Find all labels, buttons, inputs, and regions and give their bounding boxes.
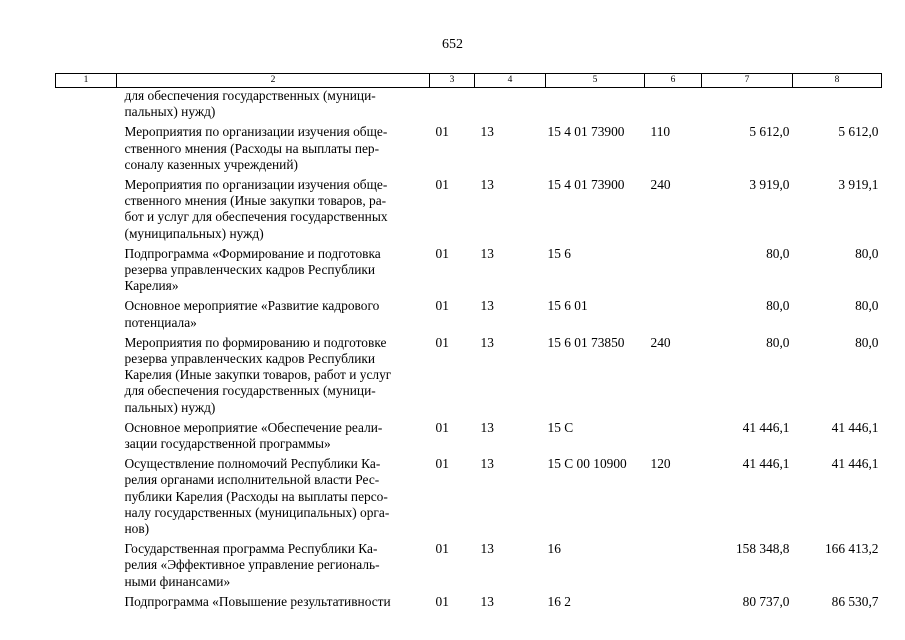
amount-year-1: 80,0 (766, 245, 790, 261)
amount-year-1: 5 612,0 (749, 124, 790, 140)
expense-type-code: 120 (650, 456, 671, 472)
page-number: 652 (442, 37, 463, 52)
item-name: Подпрограмма «Формирование и подготовка резерва управленческих кадров Республики Карелия» (124, 245, 381, 294)
expense-type-code (645, 242, 702, 295)
target-article-code: 16 2 (547, 593, 571, 609)
section-code: 01 (435, 124, 449, 140)
target-article-code: 15 6 01 73850 (547, 334, 625, 350)
target-article-code: 15 4 01 73900 (547, 177, 625, 193)
target-article-code (546, 88, 645, 121)
target-article-code: 15 С (547, 419, 574, 435)
subsection-code: 13 (480, 177, 494, 193)
column-header: 4 (475, 74, 546, 88)
table-row (56, 120, 882, 173)
column-header: 2 (117, 74, 430, 88)
column-header: 8 (793, 74, 882, 88)
section-code: 01 (435, 334, 449, 350)
table-row (56, 88, 882, 121)
empty-cell (56, 294, 117, 330)
budget-table (55, 73, 882, 610)
empty-cell (56, 590, 117, 610)
amount-year-1: 3 919,0 (749, 177, 790, 193)
table-body (56, 88, 882, 611)
item-name: Основное мероприятие «Развитие кадрового потенциала» (124, 298, 380, 330)
column-header: 7 (702, 74, 793, 88)
subsection-code: 13 (480, 419, 494, 435)
subsection-code: 13 (480, 593, 494, 609)
expense-type-code: 110 (650, 124, 671, 140)
expense-type-code (645, 416, 702, 452)
column-header: 3 (430, 74, 475, 88)
section-code: 01 (435, 593, 449, 609)
table-row (56, 173, 882, 242)
empty-cell (56, 242, 117, 295)
target-article-code: 16 (547, 541, 561, 557)
subsection-code: 13 (480, 124, 494, 140)
item-name: Основное мероприятие «Обеспечение реали- зации государственной программы» (124, 419, 383, 452)
section-code: 01 (435, 419, 449, 435)
subsection-code: 13 (480, 541, 494, 557)
item-name: Мероприятия по формированию и подготовке резерва управленческих кадров Республики Карелия (Иные закупки товаров, работ и услуг для обеспечения государственных (муници- пальных) нужд) (124, 334, 392, 415)
target-article-code: 15 4 01 73900 (547, 124, 625, 140)
section-code: 01 (435, 177, 449, 193)
expense-type-code (645, 294, 702, 330)
subsection-code: 13 (480, 245, 494, 261)
table-row (56, 452, 882, 537)
table-row (56, 590, 882, 610)
item-name: Государственная программа Республики Ка- релия «Эффективное управление региональ- ными финансами» (124, 541, 380, 589)
amount-year-2: 166 413,2 (824, 541, 879, 557)
amount-year-2: 5 612,0 (838, 124, 879, 140)
expense-type-code: 240 (650, 334, 671, 350)
section-code: 01 (435, 245, 449, 261)
table-row (56, 416, 882, 452)
column-header: 5 (546, 74, 645, 88)
expense-type-code (645, 537, 702, 590)
section-code: 01 (435, 298, 449, 314)
target-article-code: 15 С 00 10900 (547, 456, 627, 472)
amount-year-2: 41 446,1 (831, 456, 879, 472)
item-name: Осуществление полномочий Республики Ка- релия органами исполнительной власти Рес- публики Карелия (Расходы на выплаты персо- налу государственных (муниципальных) орга- нов) (124, 456, 390, 537)
table-row (56, 537, 882, 590)
empty-cell (56, 88, 117, 121)
amount-year-1: 41 446,1 (742, 456, 790, 472)
item-name: Мероприятия по организации изучения обще- ственного мнения (Расходы на выплаты пер- соналу казенных учреждений) (124, 124, 388, 172)
target-article-code: 15 6 (547, 245, 571, 261)
table-row (56, 242, 882, 295)
amount-year-1 (702, 88, 793, 121)
item-name: для обеспечения государственных (муници- пальных) нужд) (124, 88, 376, 120)
item-name: Мероприятия по организации изучения обще- ственного мнения (Иные закупки товаров, ра- бот и услуг для обеспечения государственных (муниципальных) нужд) (124, 177, 388, 241)
empty-cell (56, 537, 117, 590)
amount-year-2: 3 919,1 (838, 177, 879, 193)
table-row (56, 331, 882, 416)
table-row (56, 294, 882, 330)
item-name: Подпрограмма «Повышение результативности (124, 593, 391, 609)
section-code (430, 88, 475, 121)
amount-year-2 (793, 88, 882, 121)
empty-cell (56, 452, 117, 537)
amount-year-1: 158 348,8 (735, 541, 790, 557)
subsection-code: 13 (480, 334, 494, 350)
column-header: 6 (645, 74, 702, 88)
empty-cell (56, 331, 117, 416)
column-number-row (56, 74, 882, 88)
expense-type-code (645, 590, 702, 610)
amount-year-1: 80,0 (766, 334, 790, 350)
expense-type-code: 240 (650, 177, 671, 193)
amount-year-2: 86 530,7 (831, 593, 879, 609)
column-header: 1 (56, 74, 117, 88)
amount-year-2: 80,0 (855, 298, 879, 314)
section-code: 01 (435, 456, 449, 472)
amount-year-1: 80,0 (766, 298, 790, 314)
subsection-code: 13 (480, 456, 494, 472)
amount-year-2: 80,0 (855, 334, 879, 350)
empty-cell (56, 173, 117, 242)
amount-year-1: 80 737,0 (742, 593, 790, 609)
subsection-code: 13 (480, 298, 494, 314)
expense-type-code (645, 88, 702, 121)
amount-year-1: 41 446,1 (742, 419, 790, 435)
section-code: 01 (435, 541, 449, 557)
amount-year-2: 80,0 (855, 245, 879, 261)
empty-cell (56, 416, 117, 452)
subsection-code (475, 88, 546, 121)
target-article-code: 15 6 01 (547, 298, 588, 314)
amount-year-2: 41 446,1 (831, 419, 879, 435)
empty-cell (56, 120, 117, 173)
